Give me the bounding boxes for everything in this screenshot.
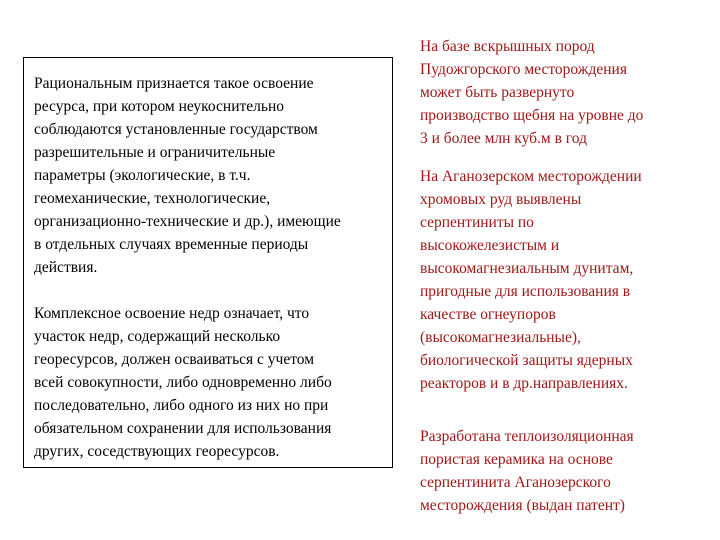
text-line: На базе вскрышных пород [420, 38, 595, 55]
text-line: высокожелезистым и [420, 237, 560, 254]
text-line: (высокомагнезиальные), [420, 329, 581, 346]
text-line: 3 и более млн куб.м в год [420, 130, 587, 147]
text-line: серпентиниты по [420, 214, 534, 231]
text-line: месторождения (выдан патент) [420, 497, 625, 514]
text-line: пористая керамика на основе [420, 451, 613, 468]
text-line: организационно-технические и др.), имеющие [34, 213, 341, 230]
definitions-box [23, 57, 393, 468]
text-line: последовательно, либо одного из них но при [34, 397, 329, 414]
rational-use-paragraph [34, 72, 382, 279]
text-line: разрешительные и ограничительные [34, 144, 276, 161]
text-line: реакторов и в др.направлениях. [420, 375, 628, 392]
text-line: в отдельных случаях временные периоды [34, 236, 309, 253]
text-line: Комплексное освоение недр означает, что [34, 305, 310, 322]
text-line: действия. [34, 259, 98, 276]
text-line: качестве огнеупоров [420, 306, 556, 323]
text-line: других, соседствующих георесурсов. [34, 443, 280, 460]
text-line: Разработана теплоизоляционная [420, 428, 634, 445]
text-line: соблюдаются установленные государством [34, 121, 318, 138]
text-line: производство щебня на уровне до [420, 107, 644, 124]
text-line: параметры (экологические, в т.ч. [34, 167, 251, 184]
text-line: высокомагнезиальным дунитам, [420, 260, 634, 277]
pudozhgorsk-paragraph [420, 35, 710, 150]
text-line: пригодные для использования в [420, 283, 631, 300]
text-line: серпентинита Аганозерского [420, 474, 611, 491]
text-line: Рациональным признается такое освоение [34, 75, 314, 92]
text-line: может быть развернуто [420, 84, 575, 101]
complex-use-paragraph [34, 302, 382, 463]
text-line: обязательном сохранении для использования [34, 420, 332, 437]
text-line: хромовых руд выявлены [420, 191, 582, 208]
text-line: Пудожгорского месторождения [420, 61, 627, 78]
text-line: участок недр, содержащий несколько [34, 328, 281, 345]
text-line: всей совокупности, либо одновременно либо [34, 374, 332, 391]
text-line: На Аганозерском месторождении [420, 168, 642, 185]
ceramics-paragraph [420, 425, 710, 517]
text-line: геомеханические, технологические, [34, 190, 271, 207]
text-line: ресурса, при котором неукоснительно [34, 98, 284, 115]
aganozero-paragraph [420, 165, 710, 395]
text-line: георесурсов, должен осваиваться с учетом [34, 351, 315, 368]
text-line: биологической защиты ядерных [420, 352, 633, 369]
